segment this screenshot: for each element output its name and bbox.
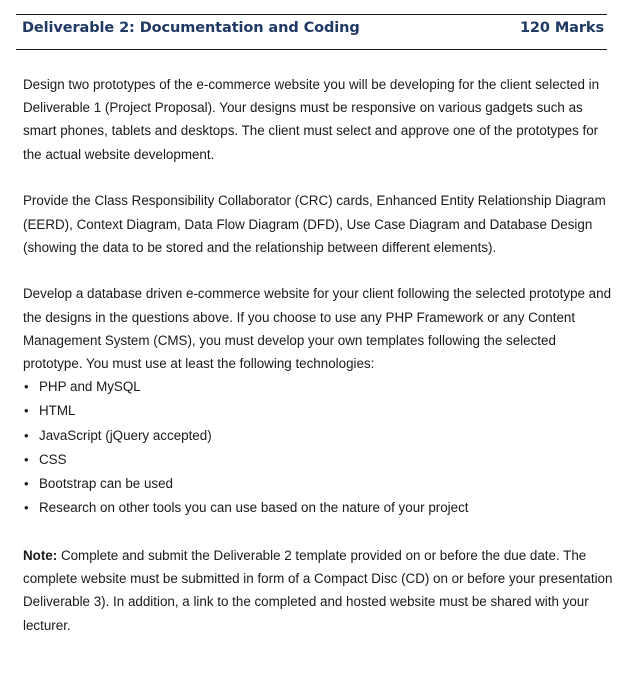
technology-list	[23, 375, 613, 519]
list-item-text: Research on other tools you can use based on the nature of your project	[39, 500, 469, 516]
document-body	[23, 73, 613, 637]
note-text: Complete and submit the Deliverable 2 template provided on or before the due date. The complete website must be submitted in form of a Compact Disc (CD) on or before your presentation Deliverable 3). In addition, a link to the completed and hosted website must be shared with your lecturer.	[23, 547, 613, 633]
list-item-text: Bootstrap can be used	[39, 476, 173, 492]
deliverable-marks: 120 Marks	[519, 20, 604, 36]
list-item	[23, 472, 613, 495]
bullet-icon: •	[24, 476, 29, 492]
prototype-paragraph: Design two prototypes of the e-commerce website you will be developing for the client selected in Deliverable 1 (Project Proposal). Your designs must be responsive on various gadgets such as smart phones, tablets and desktops. The client must select and approve one of the prototypes for the actual website development.	[23, 77, 600, 162]
list-item	[23, 424, 613, 447]
list-item-text: CSS	[39, 451, 67, 467]
deliverable-title: Deliverable 2: Documentation and Coding	[22, 20, 360, 36]
diagrams-paragraph: Provide the Class Responsibility Collaborator (CRC) cards, Enhanced Entity Relationship Diagram (EERD), Context Diagram, Data Flow Diagram (DFD), Use Case Diagram and Database Design (showing the data to be stored and the relationship between different elements).	[23, 193, 606, 255]
note-label: Note:	[23, 547, 58, 563]
paragraph-gap	[23, 259, 613, 283]
paragraph-gap	[23, 520, 613, 544]
list-item-text: PHP and MySQL	[39, 379, 141, 395]
list-item	[23, 496, 613, 519]
deliverable-header	[16, 14, 607, 50]
bullet-icon: •	[24, 500, 29, 516]
list-item	[23, 448, 613, 471]
list-item-text: HTML	[39, 403, 76, 419]
bullet-icon: •	[24, 451, 29, 467]
bullet-icon: •	[24, 379, 29, 395]
note-paragraph	[23, 544, 613, 637]
list-item-text: JavaScript (jQuery accepted)	[39, 427, 212, 443]
list-item	[23, 399, 613, 422]
development-paragraph: Develop a database driven e-commerce website for your client following the selected prototype and the designs in the questions above. If you choose to use any PHP Framework or any Content Management System (CMS), you must develop your own templates following the selected prototype. You must use at least the following technologies:	[23, 286, 612, 372]
bullet-icon: •	[24, 403, 29, 419]
paragraph-gap	[23, 166, 613, 190]
bullet-icon: •	[24, 427, 29, 443]
list-item	[23, 375, 613, 398]
